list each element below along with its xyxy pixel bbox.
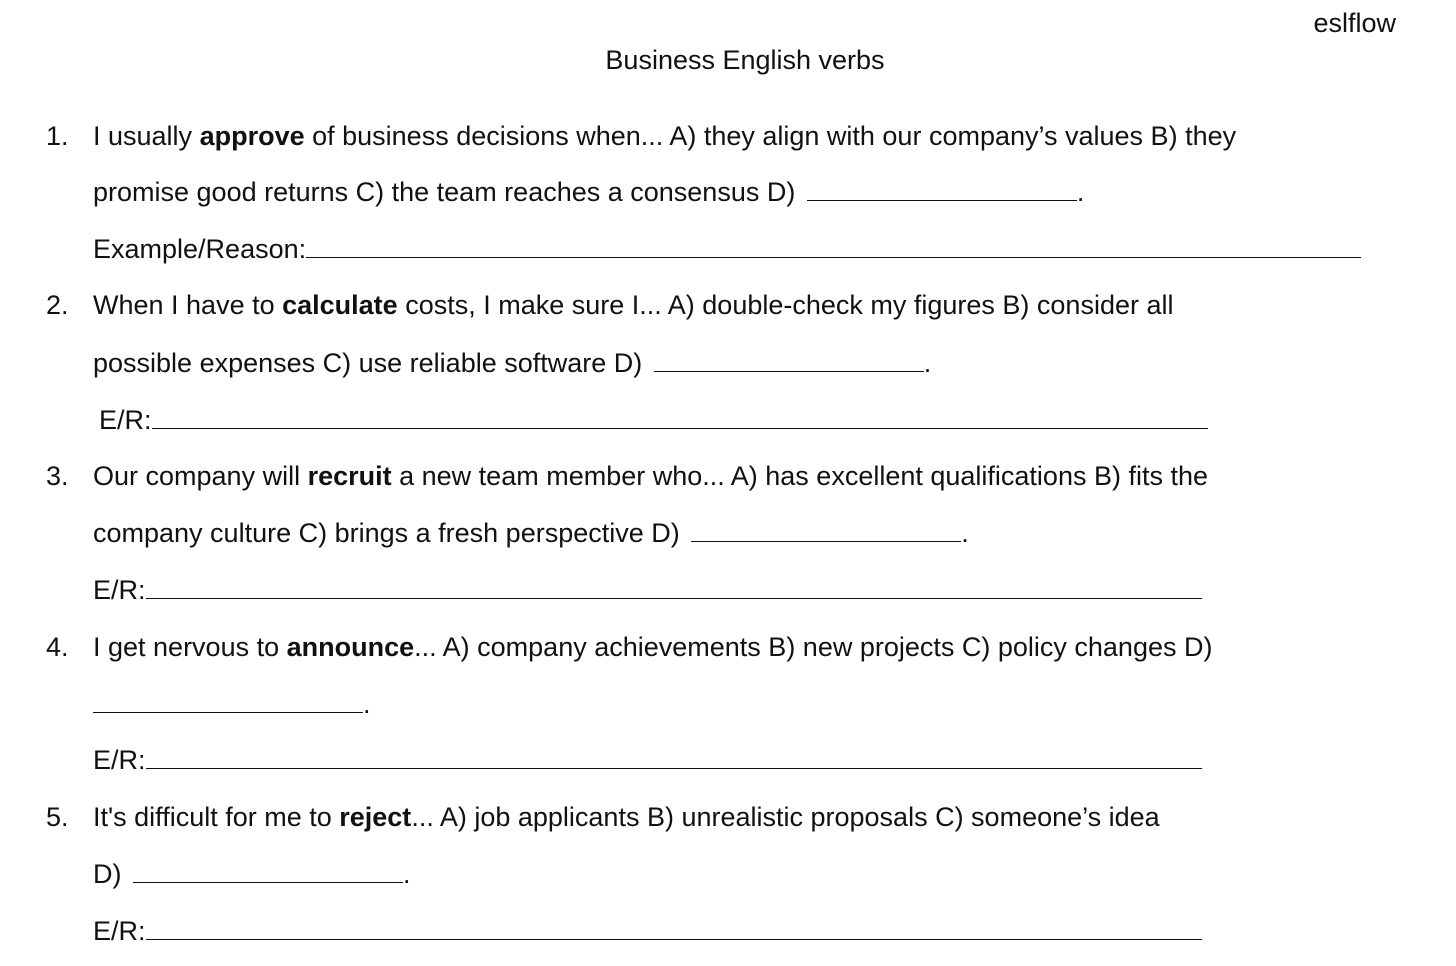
question-text: company culture C) brings a fresh perspective D) [93,518,688,548]
question-number: 1. [46,121,69,151]
target-verb: reject [339,802,412,832]
question-text: When I have to [93,290,283,320]
question-text: a new team member who... A) has excellent qualifications B) fits the [391,461,1209,491]
question-text: possible expenses C) use reliable software D) [93,348,650,378]
question-line-2 [93,516,969,550]
reason-blank[interactable] [146,744,1202,769]
reason-line [93,232,1361,266]
option-d-blank[interactable] [93,688,363,713]
question-line-2 [93,687,371,721]
target-verb: approve [199,121,305,151]
question-text: of business decisions when... A) they align with our company’s values B) they [304,121,1237,151]
question-line-1 [93,800,1160,834]
question-text: D) [93,859,129,889]
target-verb: announce [286,632,415,662]
reason-line [93,743,1202,777]
option-d-blank[interactable] [807,176,1077,201]
reason-blank[interactable] [152,404,1208,429]
sentence-end: . [403,859,411,889]
question-line-1 [93,459,1208,493]
question-text: I get nervous to [93,632,287,662]
option-d-blank[interactable] [691,517,961,542]
page-title: Business English verbs [605,45,885,75]
reason-line [93,914,1202,948]
sentence-end: . [961,518,969,548]
sentence-end: . [1076,177,1085,207]
reason-label: E/R: [93,575,146,605]
question-number: 3. [46,461,69,491]
target-verb: calculate [282,290,398,320]
option-d-blank[interactable] [133,858,403,883]
reason-blank[interactable] [306,233,1361,258]
question-line-2 [93,346,931,380]
question-text: It's difficult for me to [93,802,340,832]
reason-blank[interactable] [146,915,1202,940]
sentence-end: . [923,348,932,378]
sentence-end: . [363,689,371,719]
question-text: I usually [93,121,200,151]
reason-label: E/R: [93,916,146,946]
reason-line [99,403,1208,437]
brand-name: eslflow [1313,8,1396,38]
question-text: promise good returns C) the team reaches a consensus D) [93,177,803,207]
question-text: costs, I make sure I... A) double-check my figures B) consider all [397,290,1174,320]
question-line-2 [93,175,1084,209]
question-number: 4. [46,632,69,662]
question-line-1 [93,288,1174,322]
question-text: ... A) job applicants B) unrealistic proposals C) someone’s idea [411,802,1160,832]
question-text: Our company will [93,461,308,491]
reason-line [93,573,1202,607]
reason-label: Example/Reason: [93,234,307,264]
question-line-2 [93,857,411,891]
question-line-1 [93,119,1236,153]
question-text: ... A) company achievements B) new projects C) policy changes D) [414,632,1213,662]
question-line-1 [93,630,1212,664]
option-d-blank[interactable] [654,347,924,372]
target-verb: recruit [307,461,392,491]
question-number: 5. [46,802,69,832]
reason-blank[interactable] [146,574,1202,599]
reason-label: E/R: [93,745,146,775]
reason-label: E/R: [99,405,152,435]
question-number: 2. [46,290,69,320]
